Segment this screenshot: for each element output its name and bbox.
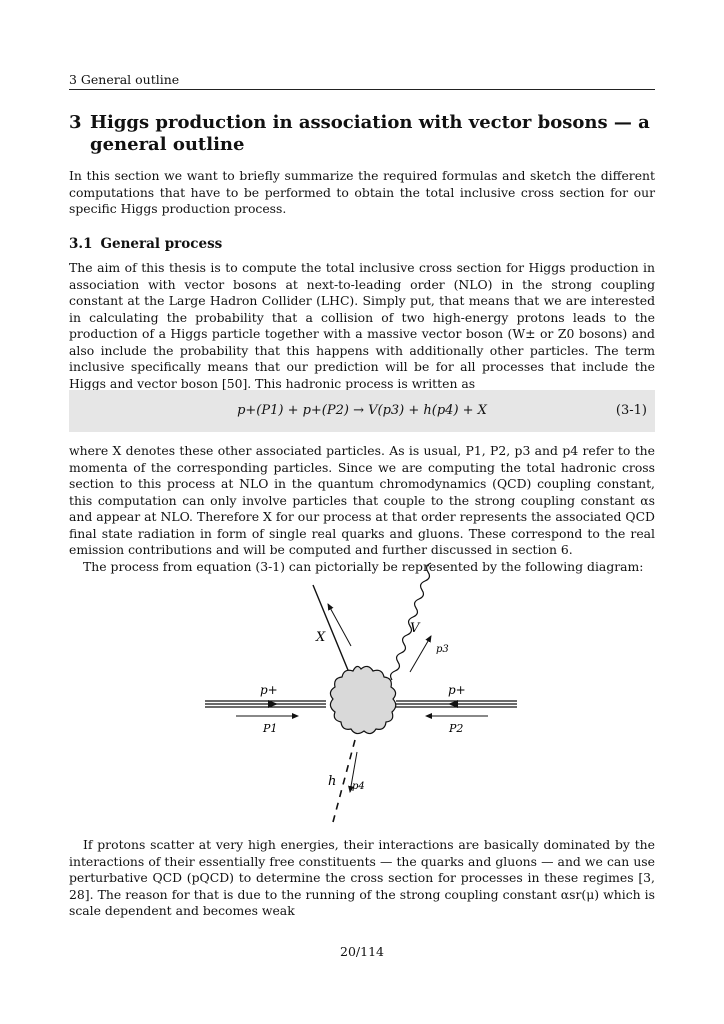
label-p-right: p+ [448, 683, 466, 697]
proton-line-left [205, 701, 326, 707]
section-number: 3 [69, 112, 82, 133]
label-p-left: p+ [260, 683, 278, 697]
paragraph-3: The process from equation (3-1) can pictorially be represented by the following diagram: [83, 559, 644, 574]
label-p3: p3 [436, 644, 449, 655]
paragraph-1: The aim of this thesis is to compute the total inclusive cross section for Higgs production in association with vector bosons at next-to-leading order (NLO) in the strong coupling constant at the Large Hadron Collider (LHC). Simply put, that means that we are interested in calculating the probability that a collision of two high-energy protons leads to the production of a Higgs particle together with a massive vector boson (W± or Z0 bosons) and also include the probability that this happens with additionally other particles. The term inclusive specifically means that our prediction will be for all processes that include the Higgs and vector boson [50]. This hadronic process is written as [69, 260, 655, 391]
section-title: Higgs production in association with vector bosons — a general outline [90, 112, 650, 155]
section-intro: In this section we want to briefly summarize the required formulas and sketch the different computations that have to be performed to obtain the total inclusive cross section for our specific Higgs production process. [69, 168, 655, 216]
page-number: 20/114 [340, 944, 384, 959]
label-V: V [410, 621, 420, 636]
label-X: X [316, 630, 326, 645]
equation-number: (3-1) [615, 403, 647, 418]
momentum-arrow-X [328, 604, 351, 646]
subsection-title: General process [100, 236, 223, 252]
label-h: h [328, 774, 337, 789]
paragraph-2: where X denotes these other associated particles. As is usual, P1, P2, p3 and p4 refer to the momenta of the corresponding particles. Since we are computing the total hadronic cross section to this process at NLO in the quantum chromodynamics (QCD) coupling constant, this computation can only involve particles that couple to the strong coupling constant αs and appear at NLO. Therefore X for our process at that order represents the associated QCD final state radiation in form of single real quarks and gluons. These correspond to the real emission contributions and will be computed and further discussed in section 6. [69, 443, 655, 557]
paragraph-4: If protons scatter at very high energies, their interactions are basically dominated by the interactions of their essentially free constituents — the quarks and gluons — and we can use perturbative QCD (pQCD) to determine the cross section for processes in these regimes [3, 28]. The reason for that is due to the running of the strong coupling constant αsr(μ) which is scale dependent and becomes weak [69, 837, 655, 918]
equation: p+(P1) + p+(P2) → V(p3) + h(p4) + X [237, 403, 487, 418]
running-header: 3 General outline [69, 72, 180, 87]
label-P1: P1 [263, 722, 278, 735]
interaction-blob [330, 666, 395, 733]
label-P2: P2 [449, 722, 464, 735]
label-p4: p4 [352, 781, 365, 792]
subsection-number: 3.1 [69, 236, 93, 252]
